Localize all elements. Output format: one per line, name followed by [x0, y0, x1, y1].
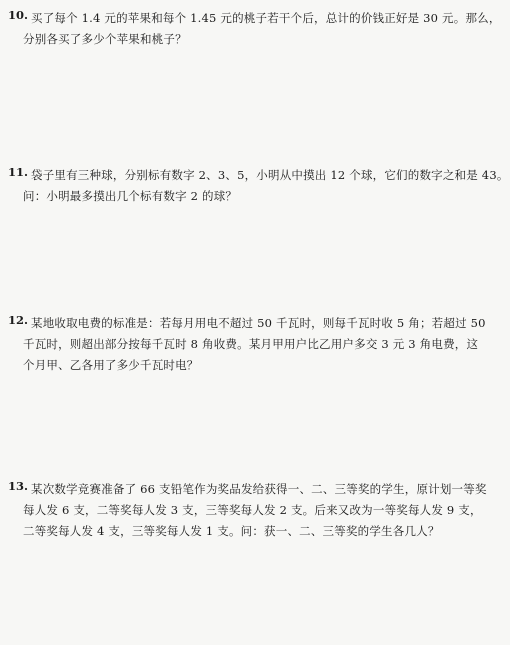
problem-line: 某地收取电费的标准是：若每月用电不超过 50 千瓦时，则每千瓦时收 5 角；若超过 50	[31, 316, 486, 330]
problem-number: 11.	[8, 165, 29, 179]
problem-line: 个月甲、乙各用了多少千瓦时电？	[23, 358, 199, 372]
problem-text	[23, 479, 498, 542]
problem-line: 千瓦时，则超出部分按每千瓦时 8 角收费。某月甲用户比乙用户多交 3 元 3 角电费，这	[23, 337, 479, 351]
problem-number: 10.	[8, 8, 29, 22]
problem-line: 二等奖每人发 4 支，三等奖每人发 1 支。问：获一、二、三等奖的学生各几人？	[23, 524, 440, 538]
problem-line: 问：小明最多摸出几个标有数字 2 的球？	[23, 189, 238, 203]
problem-text	[23, 8, 501, 50]
problem-text	[23, 165, 509, 207]
problem-line: 分别各买了多少个苹果和桃子？	[23, 32, 187, 46]
problem-line: 某次数学竞赛准备了 66 支铅笔作为奖品发给获得一、二、三等奖的学生，原计划一等奖	[31, 482, 487, 496]
problem-number: 13.	[8, 479, 29, 493]
problem-number: 12.	[8, 313, 29, 327]
problem-line: 每人发 6 支，二等奖每人发 3 支，三等奖每人发 2 支。后来又改为一等奖每人发 9 支，	[23, 503, 482, 517]
problem-text	[23, 313, 498, 376]
problem-line: 买了每个 1.4 元的苹果和每个 1.45 元的桃子若干个后，总计的价钱正好是 30 元。那么，	[31, 11, 501, 25]
problem-line: 袋子里有三种球，分别标有数字 2、3、5，小明从中摸出 12 个球，它们的数字之和是 43。	[31, 168, 509, 182]
